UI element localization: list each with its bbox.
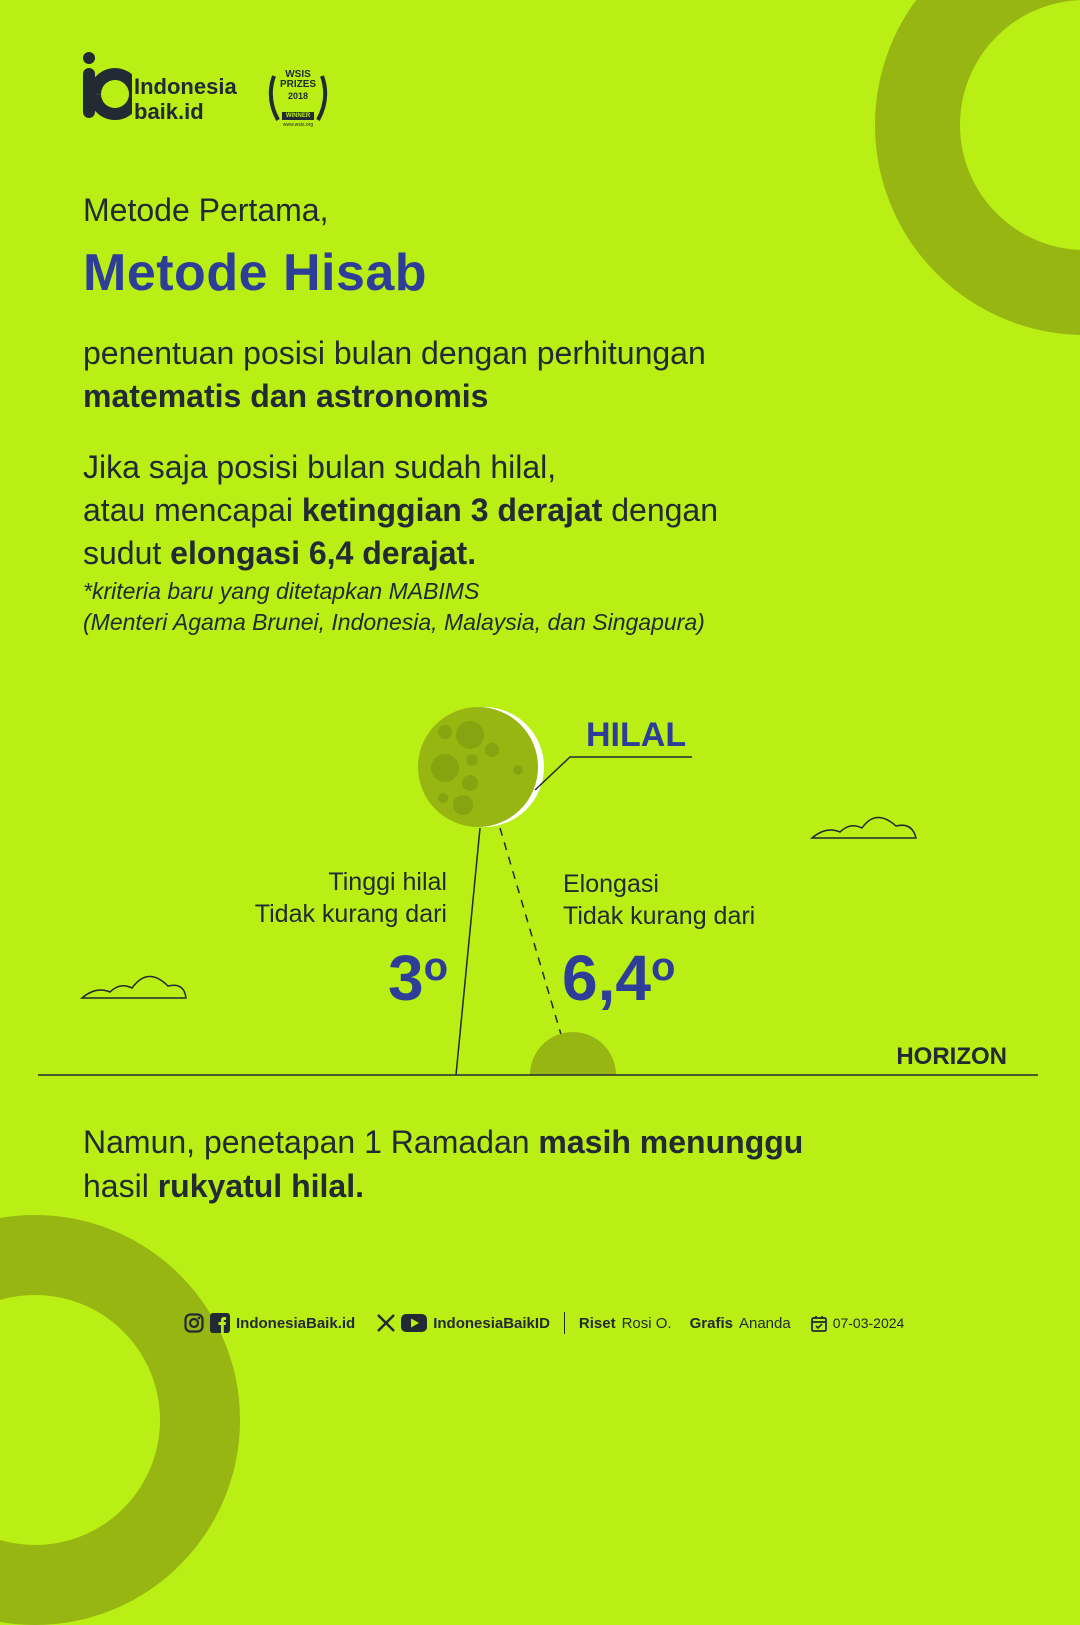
page-title: Metode Hisab [83, 244, 428, 302]
elongation-label-line2: Tidak kurang dari [563, 902, 756, 930]
description [83, 332, 1003, 418]
description-line2: matematis dan astronomis [83, 378, 489, 414]
elongation-label [563, 868, 883, 932]
note-line1: *kriteria baru yang ditetapkan MABIMS [83, 578, 480, 604]
intro-text: Metode Pertama, [83, 192, 329, 228]
elongation-value-degree: o [650, 945, 676, 989]
height-label-line1: Tinggi hilal [328, 868, 447, 896]
award-line2: PRIZES [279, 79, 317, 90]
description-line1: penentuan posisi bulan dengan perhitungan [83, 335, 706, 371]
footer-separator [564, 1312, 565, 1334]
hilal-label: HILAL [586, 716, 687, 754]
brand-name-line2: baik.id [134, 99, 204, 124]
height-value-number: 3 [387, 942, 424, 1014]
height-value-degree: o [423, 945, 448, 989]
criteria [83, 446, 1003, 575]
closing-line1-pre: Namun, penetapan 1 Ramadan [83, 1124, 539, 1160]
note-line2: (Menteri Agama Brunei, Indonesia, Malaysia, dan Singapura) [83, 609, 705, 635]
criteria-line3 [83, 532, 1003, 575]
criteria-line3-pre: sudut [83, 535, 171, 571]
brand-name-line1: Indonesia [134, 74, 237, 99]
cloud-icon-left [82, 976, 186, 998]
footer-social-handle-1[interactable]: IndonesiaBaik.id [236, 1314, 356, 1332]
altitude-line [456, 828, 480, 1075]
height-label [127, 866, 447, 930]
brand-logo[interactable] [82, 52, 342, 132]
instagram-icon[interactable] [184, 1313, 204, 1333]
closing-line1 [83, 1120, 1003, 1164]
closing-line2-bold: rukyatul hilal. [157, 1168, 364, 1204]
closing-line2-pre: hasil [83, 1168, 158, 1204]
decorative-ring-bottom-left [0, 1215, 240, 1625]
hilal-callout-line [535, 757, 692, 790]
criteria-line3-bold: elongasi 6,4 derajat. [170, 535, 477, 571]
closing-line1-bold: masih menunggu [538, 1124, 804, 1160]
riset-label: Riset [578, 1314, 616, 1332]
criteria-note [83, 576, 983, 638]
elongation-value [562, 932, 675, 1013]
criteria-line2 [83, 489, 1003, 532]
decorative-ring-top-right [875, 0, 1080, 335]
award-year: 2018 [287, 91, 309, 101]
riset-name: Rosi O. [621, 1314, 672, 1332]
criteria-line1: Jika saja posisi bulan sudah hilal, [83, 449, 557, 485]
horizon-label: HORIZON [896, 1043, 1007, 1070]
x-twitter-icon[interactable] [377, 1314, 395, 1332]
award-line1: WSIS [285, 69, 311, 80]
criteria-line2-pre: atau mencapai [83, 492, 302, 528]
closing-line2 [83, 1164, 1003, 1208]
cloud-icon-right [812, 817, 916, 838]
footer-date: 07-03-2024 [832, 1315, 905, 1331]
elongation-label-line1: Elongasi [563, 870, 659, 898]
footer-social-handle-2[interactable]: IndonesiaBaikID [433, 1314, 550, 1332]
calendar-icon [811, 1315, 827, 1332]
closing-text [83, 1120, 1003, 1208]
award-url: www.wsis.org [282, 122, 314, 128]
facebook-icon[interactable] [210, 1313, 230, 1333]
youtube-icon[interactable] [401, 1314, 427, 1332]
sun-icon [530, 1032, 616, 1075]
criteria-line2-bold: ketinggian 3 derajat [301, 492, 603, 528]
height-value [388, 932, 448, 1013]
elongation-value-number: 6,4 [562, 942, 651, 1014]
brand-logo-icon [82, 52, 132, 127]
height-label-line2: Tidak kurang dari [254, 900, 447, 928]
award-badge [264, 68, 332, 132]
award-status: WINNER [285, 113, 311, 119]
grafis-name: Ananda [738, 1314, 791, 1332]
grafis-label: Grafis [689, 1314, 733, 1332]
criteria-line2-post: dengan [602, 492, 719, 528]
